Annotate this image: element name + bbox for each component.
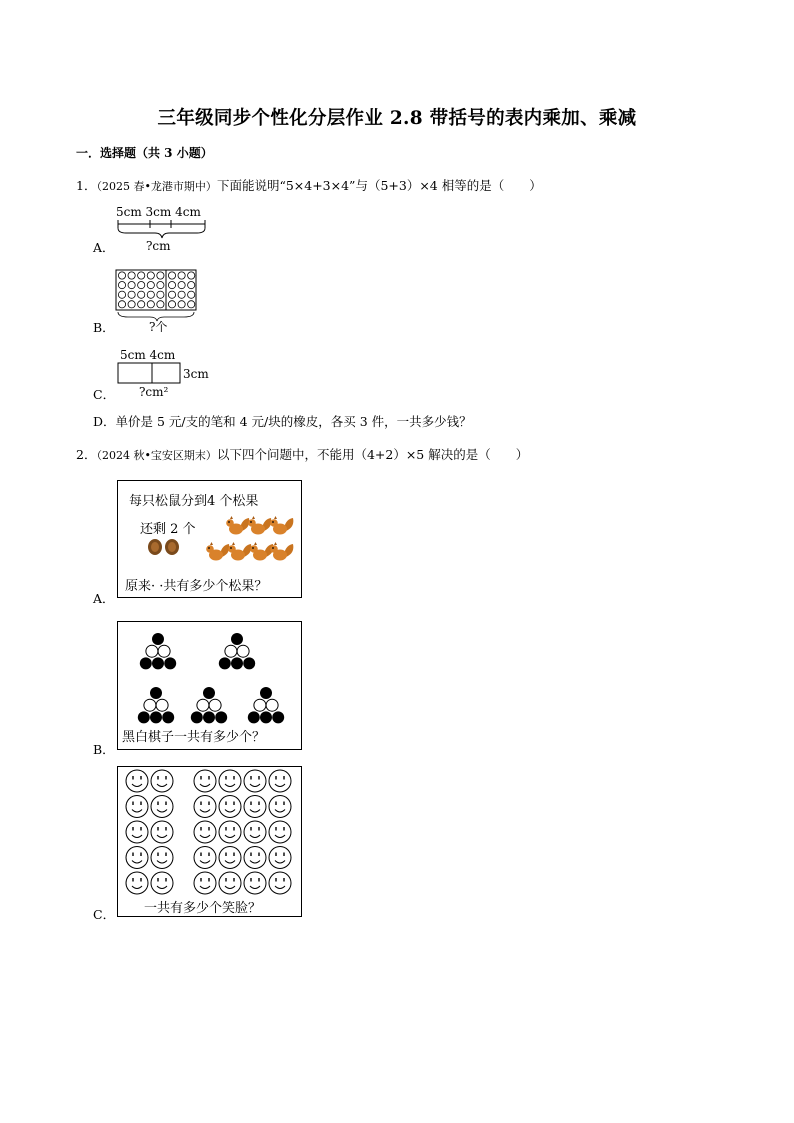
- stone-triangle: [219, 633, 255, 669]
- smiley-face-icon: [269, 872, 291, 894]
- stone-triangle: [191, 687, 227, 723]
- smiley-face-icon: [269, 847, 291, 869]
- grid-circle: [168, 272, 175, 279]
- black-stone: [243, 657, 255, 669]
- q1-option-b-label: B．: [93, 320, 115, 335]
- smiley-face-icon: [219, 872, 241, 894]
- black-stone: [203, 687, 215, 699]
- grid-circle: [147, 282, 154, 289]
- q2-option-c-label: C．: [93, 907, 116, 922]
- grid-circle: [128, 282, 135, 289]
- pine-nut-icon: [165, 539, 179, 555]
- question-2-source: （2024 秋•宝安区期末）: [96, 449, 217, 462]
- q2-option-a-picture: [117, 480, 302, 598]
- smiley-face-icon: [269, 796, 291, 818]
- grid-circle: [147, 272, 154, 279]
- white-stone: [237, 645, 249, 657]
- grid-circle: [128, 272, 135, 279]
- grid-circle: [178, 272, 185, 279]
- grid-circle: [128, 301, 135, 308]
- smiley-face-icon: [151, 872, 173, 894]
- q1-option-c-side-text: 3cm: [183, 367, 209, 381]
- black-stone: [140, 657, 152, 669]
- white-stone: [156, 699, 168, 711]
- grid-circle: [157, 291, 164, 298]
- black-stone: [260, 711, 272, 723]
- black-stone: [231, 633, 243, 645]
- section-heading: 一．选择题（共 3 小题）: [76, 146, 213, 160]
- white-stone: [144, 699, 156, 711]
- rectangle: [118, 363, 180, 383]
- question-2: [76, 445, 528, 463]
- smiley-face-icon: [194, 821, 216, 843]
- grid-circle: [178, 291, 185, 298]
- grid-circle: [168, 282, 175, 289]
- smiley-face-icon: [244, 872, 266, 894]
- pine-nuts: [146, 535, 182, 557]
- smiley-face-icon: [244, 847, 266, 869]
- q1-option-d-label: D．: [93, 414, 116, 429]
- smiley-face-icon: [126, 796, 148, 818]
- squirrel-icon: [206, 542, 229, 561]
- q1-option-a-segment-diagram: [112, 203, 212, 253]
- grid-circle: [157, 301, 164, 308]
- q1-option-a-label: A．: [93, 240, 115, 255]
- white-stone: [254, 699, 266, 711]
- smiley-face-icon: [194, 872, 216, 894]
- page-title: 三年级同步个性化分层作业 2.8 带括号的表内乘加、乘减: [157, 108, 637, 129]
- q2-option-a-line1: 每只松鼠分到4 个松果: [129, 494, 259, 509]
- grid-circle: [138, 282, 145, 289]
- q2-option-a-label: A．: [93, 591, 115, 606]
- go-stones: [118, 622, 301, 724]
- squirrel-icon: [228, 542, 251, 561]
- grid-circle: [188, 272, 195, 279]
- black-stone: [191, 711, 203, 723]
- q2-option-b-picture: [117, 621, 302, 750]
- white-stone: [146, 645, 158, 657]
- q1-option-b-bottom-text: ?个: [149, 320, 168, 332]
- smiley-face-icon: [194, 770, 216, 792]
- q1-option-c-top-text: 5cm 4cm: [120, 348, 176, 362]
- grid-circle: [138, 272, 145, 279]
- smiley-face-icon: [151, 821, 173, 843]
- black-stone: [260, 687, 272, 699]
- grid-circle: [118, 291, 125, 298]
- squirrel-icon: [226, 516, 249, 535]
- smiley-faces: [118, 767, 301, 895]
- q1-option-c-bottom-text: ?cm²: [139, 385, 169, 399]
- smiley-face-icon: [219, 770, 241, 792]
- grid-circle: [118, 272, 125, 279]
- squirrel-group: [206, 516, 293, 561]
- q2-option-a-caption: 原来· ·共有多少个松果？: [125, 579, 268, 594]
- squirrel-icon: [270, 542, 293, 561]
- q2-option-b-caption: 黑白棋子一共有多少个？: [122, 730, 266, 745]
- white-stone: [225, 645, 237, 657]
- smiley-face-icon: [151, 796, 173, 818]
- q1-option-d-text: 单价是 5 元/支的笔和 4 元/块的橡皮，各买 3 件，一共多少钱？: [115, 414, 472, 429]
- grid-circle: [138, 291, 145, 298]
- grid-circle: [157, 272, 164, 279]
- grid-circle: [188, 282, 195, 289]
- circle-group: [118, 272, 194, 308]
- black-stone: [150, 687, 162, 699]
- grid-circle: [147, 291, 154, 298]
- smiley-face-icon: [244, 770, 266, 792]
- question-1-number: 1．: [76, 178, 97, 193]
- smiley-face-icon: [219, 847, 241, 869]
- black-stone: [248, 711, 260, 723]
- grid-circle: [188, 291, 195, 298]
- brace: [118, 228, 205, 238]
- stone-groups: [138, 633, 284, 723]
- smiley-group: [126, 770, 291, 894]
- q2-option-c-caption: 一共有多少个笑脸？: [144, 901, 262, 916]
- smiley-face-icon: [244, 821, 266, 843]
- question-2-text: 以下四个问题中，不能用（4+2）×5 解决的是（ ）: [216, 447, 529, 462]
- grid-circle: [168, 291, 175, 298]
- smiley-face-icon: [151, 770, 173, 792]
- smiley-face-icon: [126, 821, 148, 843]
- smiley-face-icon: [244, 796, 266, 818]
- grid-circle: [118, 301, 125, 308]
- q2-option-a-line2: 还剩 2 个: [140, 522, 196, 537]
- black-stone: [138, 711, 150, 723]
- black-stone: [164, 657, 176, 669]
- smiley-face-icon: [219, 796, 241, 818]
- q1-option-a-top-text: 5cm 3cm 4cm: [116, 205, 201, 219]
- smiley-face-icon: [194, 847, 216, 869]
- squirrel-icon: [250, 542, 273, 561]
- white-stone: [209, 699, 221, 711]
- black-stone: [162, 711, 174, 723]
- stone-triangle: [140, 633, 176, 669]
- stone-triangle: [248, 687, 284, 723]
- squirrel-icon: [248, 516, 271, 535]
- grid-circle: [178, 282, 185, 289]
- grid-circle: [188, 301, 195, 308]
- question-1: [76, 176, 542, 194]
- q1-option-b-circle-grid: [114, 268, 198, 332]
- smiley-face-icon: [269, 821, 291, 843]
- squirrels: [206, 513, 298, 569]
- question-1-text: 下面能说明“5×4+3×4”与（5+3）×4 相等的是（ ）: [216, 178, 542, 193]
- stone-triangle: [138, 687, 174, 723]
- grid-circle: [168, 301, 175, 308]
- squirrel-icon: [270, 516, 293, 535]
- q2-option-b-label: B．: [93, 742, 115, 757]
- white-stone: [158, 645, 170, 657]
- smiley-face-icon: [194, 796, 216, 818]
- smiley-face-icon: [126, 770, 148, 792]
- q2-option-c-picture: [117, 766, 302, 917]
- white-stone: [197, 699, 209, 711]
- q1-option-d: [93, 412, 472, 430]
- black-stone: [219, 657, 231, 669]
- q1-option-a-bottom-text: ?cm: [146, 239, 171, 253]
- black-stone: [272, 711, 284, 723]
- question-1-source: （2025 春•龙港市期中）: [96, 180, 217, 193]
- black-stone: [152, 657, 164, 669]
- smiley-face-icon: [219, 821, 241, 843]
- black-stone: [215, 711, 227, 723]
- grid-circle: [178, 301, 185, 308]
- q1-option-c-label: C．: [93, 387, 116, 402]
- smiley-face-icon: [151, 847, 173, 869]
- pine-nut-icon: [148, 539, 162, 555]
- black-stone: [150, 711, 162, 723]
- black-stone: [203, 711, 215, 723]
- grid-circle: [138, 301, 145, 308]
- grid-circle: [118, 282, 125, 289]
- grid-circle: [157, 282, 164, 289]
- question-2-number: 2．: [76, 447, 97, 462]
- black-stone: [231, 657, 243, 669]
- grid-circle: [147, 301, 154, 308]
- smiley-face-icon: [126, 847, 148, 869]
- grid-circle: [128, 291, 135, 298]
- q1-option-c-rectangle-diagram: [112, 346, 217, 400]
- smiley-face-icon: [126, 872, 148, 894]
- black-stone: [152, 633, 164, 645]
- smiley-face-icon: [269, 770, 291, 792]
- white-stone: [266, 699, 278, 711]
